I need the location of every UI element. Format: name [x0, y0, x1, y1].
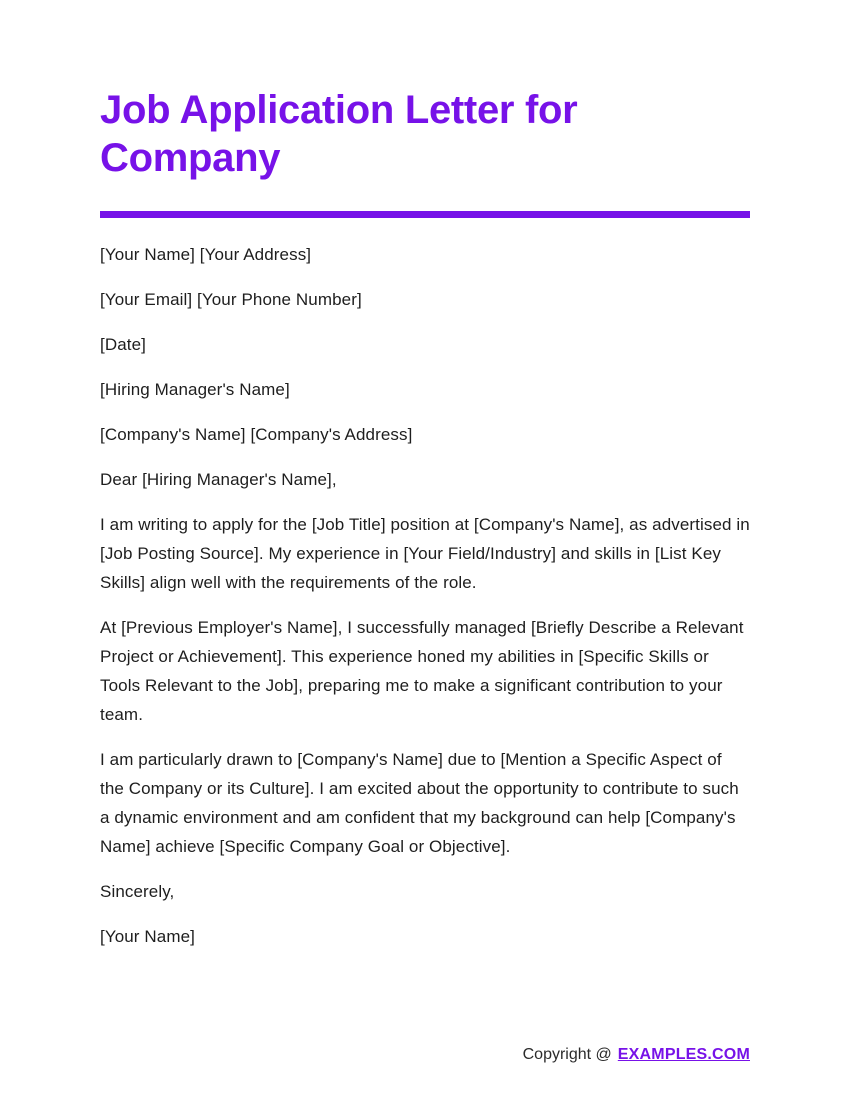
footer: [523, 1045, 750, 1065]
letter-line-company: [Company's Name] [Company's Address]: [100, 425, 413, 444]
letter-paragraph-intro: I am writing to apply for the [Job Title] position at [Company's Name], as advertised in [Job Posting Source]. My experience in [Your Field/Industry] and skills in [List Key Skills] align well with the requirements of the role.: [100, 515, 750, 592]
letter-line-date: [Date]: [100, 335, 146, 354]
title-divider: [100, 211, 750, 218]
letter-body: [100, 240, 750, 951]
document-content: [0, 86, 850, 951]
letter-signature: [Your Name]: [100, 927, 195, 946]
letter-line-hiring-manager: [Hiring Manager's Name]: [100, 380, 290, 399]
page-title: Job Application Letter for Company: [100, 88, 578, 180]
letter-closing: Sincerely,: [100, 882, 175, 901]
letter-salutation: Dear [Hiring Manager's Name],: [100, 470, 337, 489]
copyright-text: Copyright @: [522, 1046, 612, 1063]
letter-paragraph-experience: At [Previous Employer's Name], I successfully managed [Briefly Describe a Relevant Project or Achievement]. This experience honed my abilities in [Specific Skills or Tools Relevant to the Job], preparing me to make a significant contribution to your team.: [100, 618, 744, 724]
examples-com-link[interactable]: EXAMPLES.COM: [617, 1046, 750, 1063]
letter-line-email-phone: [Your Email] [Your Phone Number]: [100, 290, 362, 309]
letter-paragraph-motivation: I am particularly drawn to [Company's Name] due to [Mention a Specific Aspect of the Company or its Culture]. I am excited about the opportunity to contribute to such a dynamic environment and am confident that my background can help [Company's Name] achieve [Specific Company Goal or Objective].: [100, 750, 739, 856]
letter-line-name-address: [Your Name] [Your Address]: [100, 245, 312, 264]
